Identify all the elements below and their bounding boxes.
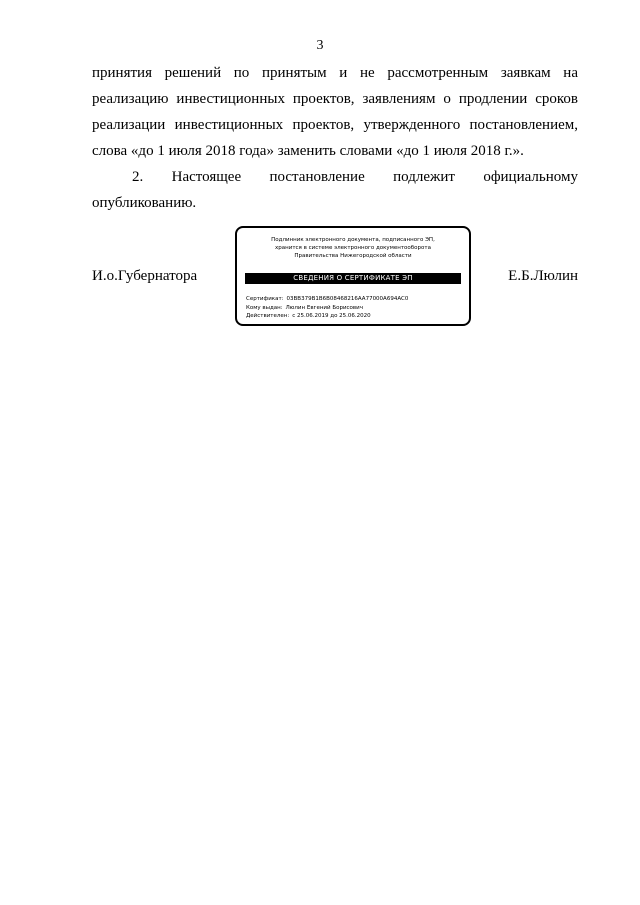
paragraph-amendment	[92, 60, 578, 164]
paragraph-word: Настоящее	[171, 169, 242, 185]
paragraph-word: официальному	[483, 169, 578, 185]
page-number: 3	[316, 38, 324, 53]
paragraph-line	[92, 164, 578, 190]
issued-to-row	[246, 304, 408, 313]
paragraph-line: принятия решений по принятым и не рассмотренным заявкам на	[92, 65, 578, 81]
stamp-title-bar: СВЕДЕНИЯ О СЕРТИФИКАТЕ ЭП	[245, 273, 461, 284]
paragraph-word: 2.	[132, 169, 144, 185]
electronic-signature-stamp	[235, 226, 471, 326]
validity-label: Действителен:	[246, 313, 290, 319]
paragraph-line: опубликованию.	[92, 195, 197, 211]
stamp-header-line: хранится в системе электронного документооборота	[275, 245, 431, 251]
signer-title: И.о.Губернатора	[92, 268, 198, 284]
certificate-value: 03BB379B1B6B08468216AA77000A694AC0	[286, 296, 409, 302]
paragraph-word: подлежит	[393, 169, 455, 185]
paragraph-line: реализацию инвестиционных проектов, заявлениям о продлении сроков	[92, 91, 578, 107]
paragraph-publication	[92, 164, 578, 216]
stamp-header	[237, 236, 469, 260]
stamp-certificate-info	[246, 295, 408, 321]
stamp-header-line: Правительства Нижегородской области	[294, 253, 412, 259]
paragraph-line: слова «до 1 июля 2018 года» заменить словами «до 1 июля 2018 г.».	[92, 143, 524, 159]
certificate-label: Сертификат:	[246, 296, 284, 302]
stamp-header-line: Подлинник электронного документа, подписанного ЭП,	[271, 237, 435, 243]
signer-name: Е.Б.Люлин	[508, 268, 578, 284]
validity-value: с 25.06.2019 до 25.06.2020	[292, 313, 371, 319]
paragraph-word: постановление	[269, 169, 365, 185]
validity-row	[246, 312, 408, 321]
paragraph-line: реализации инвестиционных проектов, утвержденного постановлением,	[92, 117, 578, 133]
certificate-row	[246, 295, 408, 304]
issued-to-value: Люлин Евгений Борисович	[285, 304, 363, 311]
issued-to-label: Кому выдан:	[246, 304, 283, 311]
